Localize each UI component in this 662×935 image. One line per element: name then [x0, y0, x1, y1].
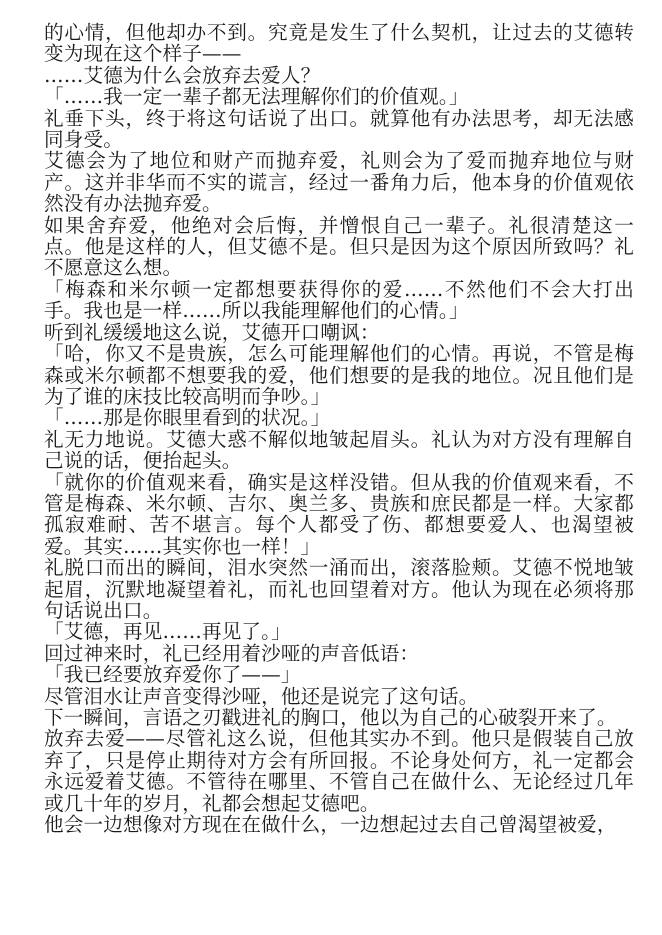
paragraph-4: 礼垂下头，终于将这句话说了出口。就算他有办法思考，却无法感同身受。: [44, 106, 634, 152]
paragraph-14: 「艾德，再见……再见了。」: [44, 620, 291, 644]
paragraph-12: 「就你的价值观来看，确实是这样没错。但从我的价值观来看，不管是梅森、米尔顿、吉尔、奥兰多、贵族和庶民都是一样。大家都孤寂难耐、苦不堪言。每个人都受了伤、都想要爱人、也渴望被爱。其实……其实你也一样！」: [44, 470, 634, 558]
paragraph-20: 他会一边想像对方现在在做什么，一边想起过去自己曾渴望被爱，: [44, 813, 617, 837]
paragraph-3: 「……我一定一辈子都无法理解你们的价值观。」: [44, 85, 469, 109]
paragraph-9: 「哈，你又不是贵族，怎么可能理解他们的心情。再说，不管是梅森或米尔顿都不想要我的爱，他们想要的是我的地位。况且他们是为了谁的床技比较高明而争吵。」: [44, 342, 634, 408]
paragraph-10: 「……那是你眼里看到的状况。」: [44, 406, 331, 430]
paragraph-1: 的心情，但他却办不到。究竟是发生了什么契机，让过去的艾德转变为现在这个样子——: [44, 21, 634, 66]
paragraph-2: ……艾德为什么会放弃去爱人？: [44, 63, 321, 87]
paragraph-16: 「我已经要放弃爱你了——」: [44, 663, 301, 687]
paragraph-6: 如果舍弃爱，他绝对会后悔，并憎恨自己一辈子。礼很清楚这一点。他是这样的人，但艾德不是。但只是因为这个原因所致吗？礼不愿意这么想。: [44, 213, 634, 280]
paragraph-5: 艾德会为了地位和财产而抛弃爱，礼则会为了爱而抛弃地位与财产。这并非华而不实的谎言，经过一番角力后，他本身的价值观依然没有办法抛弃爱。: [44, 149, 634, 216]
paragraph-19: 放弃去爱——尽管礼这么说，但他其实办不到。他只是假装自己放弃了，只是停止期待对方会有所回报。不论身处何方，礼一定都会永远爱着艾德。不管待在哪里、不管自己在做什么、无论经过几年或几十年的岁月，礼都会想起艾德吧。: [44, 727, 634, 815]
paragraph-18: 下一瞬间，言语之刃戳进礼的胸口，他以为自己的心破裂开来了。: [44, 706, 617, 729]
paragraph-17: 尽管泪水让声音变得沙哑，他还是说完了这句话。: [44, 684, 479, 708]
paragraph-13: 礼脱口而出的瞬间，泪水突然一涌而出，滚落脸颊。艾德不悦地皱起眉，沉默地凝望着礼，而礼也回望着对方。他认为现在必须将那句话说出口。: [44, 556, 634, 622]
paragraph-15: 回过神来时，礼已经用着沙哑的声音低语：: [44, 641, 420, 665]
paragraph-11: 礼无力地说。艾德大惑不解似地皱起眉头。礼认为对方没有理解自己说的话，便抬起头。: [44, 427, 634, 473]
paragraph-7: 「梅森和米尔顿一定都想要获得你的爱……不然他们不会大打出手。我也是一样……所以我能理解他们的心情。」: [44, 277, 634, 323]
document-body: [44, 22, 634, 835]
paragraph-8: 听到礼缓缓地这么说，艾德开口嘲讽：: [44, 320, 380, 344]
